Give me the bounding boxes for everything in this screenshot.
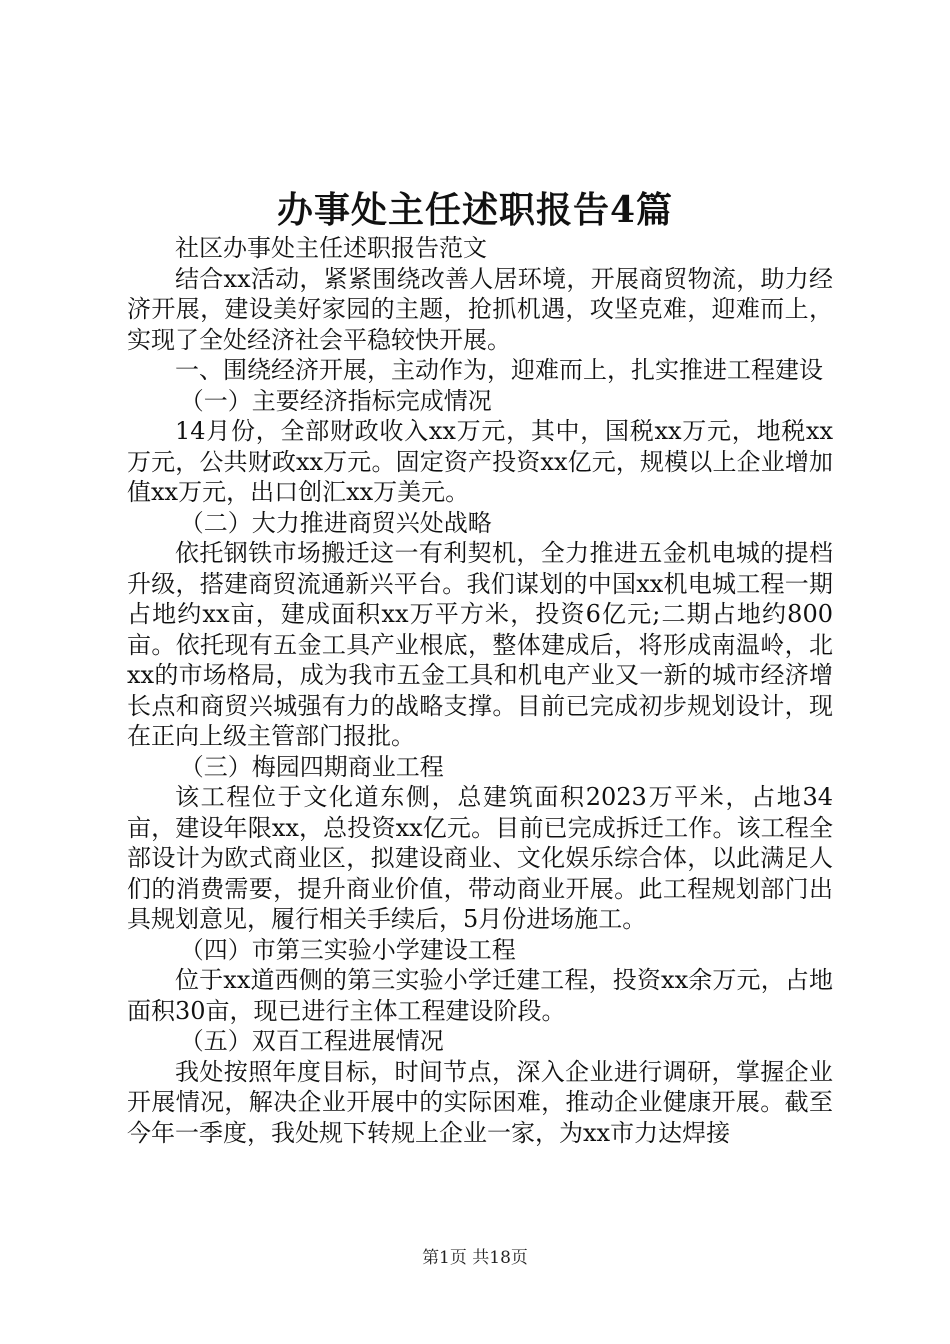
subsection-heading-2: （二）大力推进商贸兴处战略 [179,508,492,537]
paragraph-school-project: 位于xx道西侧的第三实验小学迁建工程，投资xx余万元，占地面积30亩，现已进行主体工程建设阶段。 [127,966,833,1025]
subsection-heading-4: （四）市第三实验小学建设工程 [179,935,516,964]
paragraph-intro: 结合xx活动，紧紧围绕改善人居环境，开展商贸物流，助力经济开展，建设美好家园的主题，抢抓机遇，攻坚克难，迎难而上，实现了全处经济社会平稳较快开展。 [127,264,833,354]
page-number-footer: 第1页 共18页 [422,1248,528,1268]
paragraph-meiyuan-project: 该工程位于文化道东侧，总建筑面积2023万平米，占地34亩，建设年限xx，总投资xx亿元。目前已完成拆迁工作。该工程全部设计为欧式商业区，拟建设商业、文化娱乐综合体，以此满足人们的消费需要，提升商业价值，带动商业开展。此工程规划部门出具规划意见，履行相关手续后，5月份进场施工。 [127,783,833,933]
document-title: 办事处主任述职报告4篇 [276,189,674,231]
paragraph-double-hundred: 我处按照年度目标，时间节点，深入企业进行调研，掌握企业开展情况，解决企业开展中的实际困难，推动企业健康开展。截至今年一季度，我处规下转规上企业一家，为xx市力达焊接 [127,1057,833,1147]
subsection-heading-3: （三）梅园四期商业工程 [179,752,444,781]
paragraph-commerce-strategy: 依托钢铁市场搬迁这一有利契机，全力推进五金机电城的提档升级，搭建商贸流通新兴平台。我们谋划的中国xx机电城工程一期占地约xx亩，建成面积xx万平方米，投资6亿元;二期占地约800亩。依托现有五金工具产业根底，整体建成后，将形成南温岭，北xx的市场格局，成为我市五金工具和机电产业又一新的城市经济增长点和商贸兴城强有力的战略支撑。目前已完成初步规划设计，现在正向上级主管部门报批。 [127,539,833,750]
section-heading-1: 一、围绕经济开展，主动作为，迎难而上，扎实推进工程建设 [175,356,823,384]
subsection-heading-5: （五）双百工程进展情况 [179,1027,444,1055]
paragraph-economic-indicators: 14月份，全部财政收入xx万元，其中，国税xx万元，地税xx万元，公共财政xx万元。固定资产投资xx亿元，规模以上企业增加值xx万元，出口创汇xx万美元。 [127,417,833,506]
document-body [127,233,833,1148]
subsection-heading-1: （一）主要经济指标完成情况 [179,386,492,415]
paragraph-subtitle: 社区办事处主任述职报告范文 [175,234,487,262]
